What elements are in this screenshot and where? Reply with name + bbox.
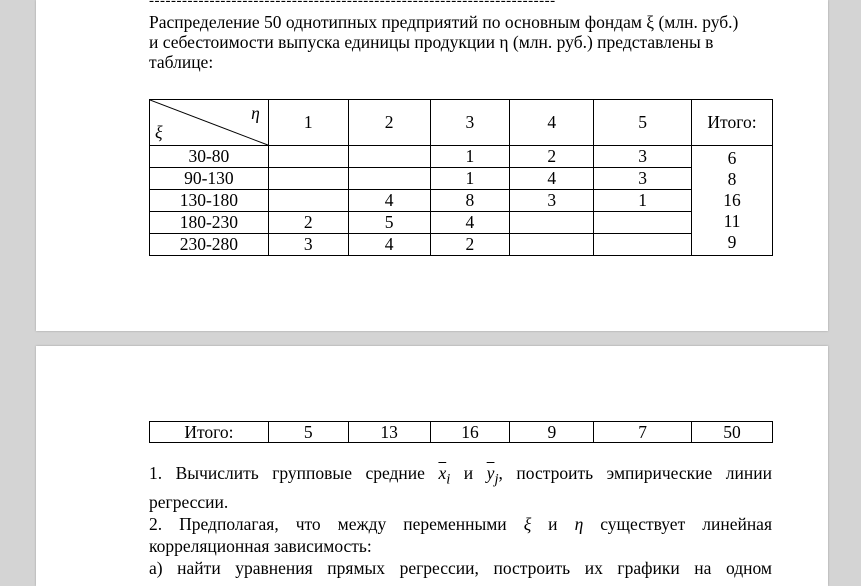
distribution-table xyxy=(149,99,773,256)
table-cell xyxy=(268,146,348,168)
row-total: 6 xyxy=(727,148,737,168)
task-2-line-2: корреляционная зависимость: xyxy=(149,535,372,556)
task-2a xyxy=(149,557,772,579)
column-total: 9 xyxy=(510,422,594,443)
table-cell: 4 xyxy=(430,212,510,234)
row-label: 90-130 xyxy=(150,168,269,190)
table-cell xyxy=(268,168,348,190)
table-cell: 2 xyxy=(430,234,510,256)
column-header: 1 xyxy=(268,100,348,146)
table-cell: 3 xyxy=(594,168,692,190)
task-1 xyxy=(149,462,772,513)
table-row xyxy=(150,234,773,256)
table-cell xyxy=(510,212,594,234)
separator-dashes: -------------------------------------------------------------------------- xyxy=(149,0,556,9)
table-row xyxy=(150,146,773,168)
xi-symbol: ξ xyxy=(523,513,532,534)
x-bar-symbol: $\overline{x}$ xyxy=(438,463,447,483)
table-cell: 1 xyxy=(430,168,510,190)
table-row xyxy=(150,190,773,212)
column-total: 13 xyxy=(348,422,430,443)
page-top xyxy=(36,0,828,331)
row-label: 230-280 xyxy=(150,234,269,256)
table-cell xyxy=(348,168,430,190)
table-cell: 3 xyxy=(594,146,692,168)
row-total: 9 xyxy=(727,232,737,252)
task-1-line-1: 1. Вычислить групповые средние $\overline{x}_i$ и $\overline{y}_j$, построить эмпирические линии xyxy=(149,463,772,488)
table-row xyxy=(150,212,773,234)
table-cell xyxy=(594,212,692,234)
table-cell: 4 xyxy=(348,234,430,256)
table-cell: 2 xyxy=(268,212,348,234)
column-header: 5 xyxy=(594,100,692,146)
table-cell: 5 xyxy=(348,212,430,234)
table-cell: 1 xyxy=(594,190,692,212)
task-2-line-1: 2. Предполагая, что между переменными ξ и η существует линейная xyxy=(149,513,773,534)
task-1-line-2: регрессии. xyxy=(149,491,229,512)
table-cell: 8 xyxy=(430,190,510,212)
column-total: 5 xyxy=(268,422,348,443)
row-totals-cell xyxy=(692,146,773,256)
table-cell: 3 xyxy=(510,190,594,212)
row-total: 16 xyxy=(723,190,741,210)
corner-eta-label: η xyxy=(251,103,260,123)
table-cell: 4 xyxy=(348,190,430,212)
y-bar-symbol: $\overline{y}$ xyxy=(486,463,495,483)
row-label: 180-230 xyxy=(150,212,269,234)
intro-line-3: таблице: xyxy=(149,52,214,72)
intro-line-1: Распределение 50 однотипных предприятий по основным фондам ξ (млн. руб.) xyxy=(149,12,739,32)
task-2a-line-1: а) найти уравнения прямых регрессии, построить их графики на одном xyxy=(149,557,772,578)
totals-row xyxy=(150,422,773,443)
column-total: 16 xyxy=(430,422,510,443)
intro-line-2: и себестоимости выпуска единицы продукции η (млн. руб.) представлены в xyxy=(149,32,714,52)
total-column-header: Итого: xyxy=(692,100,773,146)
row-total: 8 xyxy=(727,169,737,189)
table-header-row xyxy=(150,100,773,146)
problem-intro xyxy=(149,12,772,72)
table-corner-cell xyxy=(150,100,269,146)
task-list xyxy=(149,462,772,579)
eta-symbol: η xyxy=(574,513,584,534)
totals-label: Итого: xyxy=(150,422,269,443)
row-total: 11 xyxy=(723,211,741,231)
table-cell xyxy=(348,146,430,168)
column-header: 4 xyxy=(510,100,594,146)
table-cell: 3 xyxy=(268,234,348,256)
column-header: 2 xyxy=(348,100,430,146)
row-label: 130-180 xyxy=(150,190,269,212)
table-cell: 4 xyxy=(510,168,594,190)
table-cell xyxy=(268,190,348,212)
task-2 xyxy=(149,513,772,557)
column-totals-table xyxy=(149,421,773,443)
table-row xyxy=(150,168,773,190)
table-cell xyxy=(594,234,692,256)
table-cell xyxy=(510,234,594,256)
page-bottom xyxy=(36,346,828,586)
table-cell: 1 xyxy=(430,146,510,168)
grand-total: 50 xyxy=(692,422,773,443)
table-cell: 2 xyxy=(510,146,594,168)
row-label: 30-80 xyxy=(150,146,269,168)
column-header: 3 xyxy=(430,100,510,146)
corner-xi-label: ξ xyxy=(155,122,163,142)
column-total: 7 xyxy=(594,422,692,443)
